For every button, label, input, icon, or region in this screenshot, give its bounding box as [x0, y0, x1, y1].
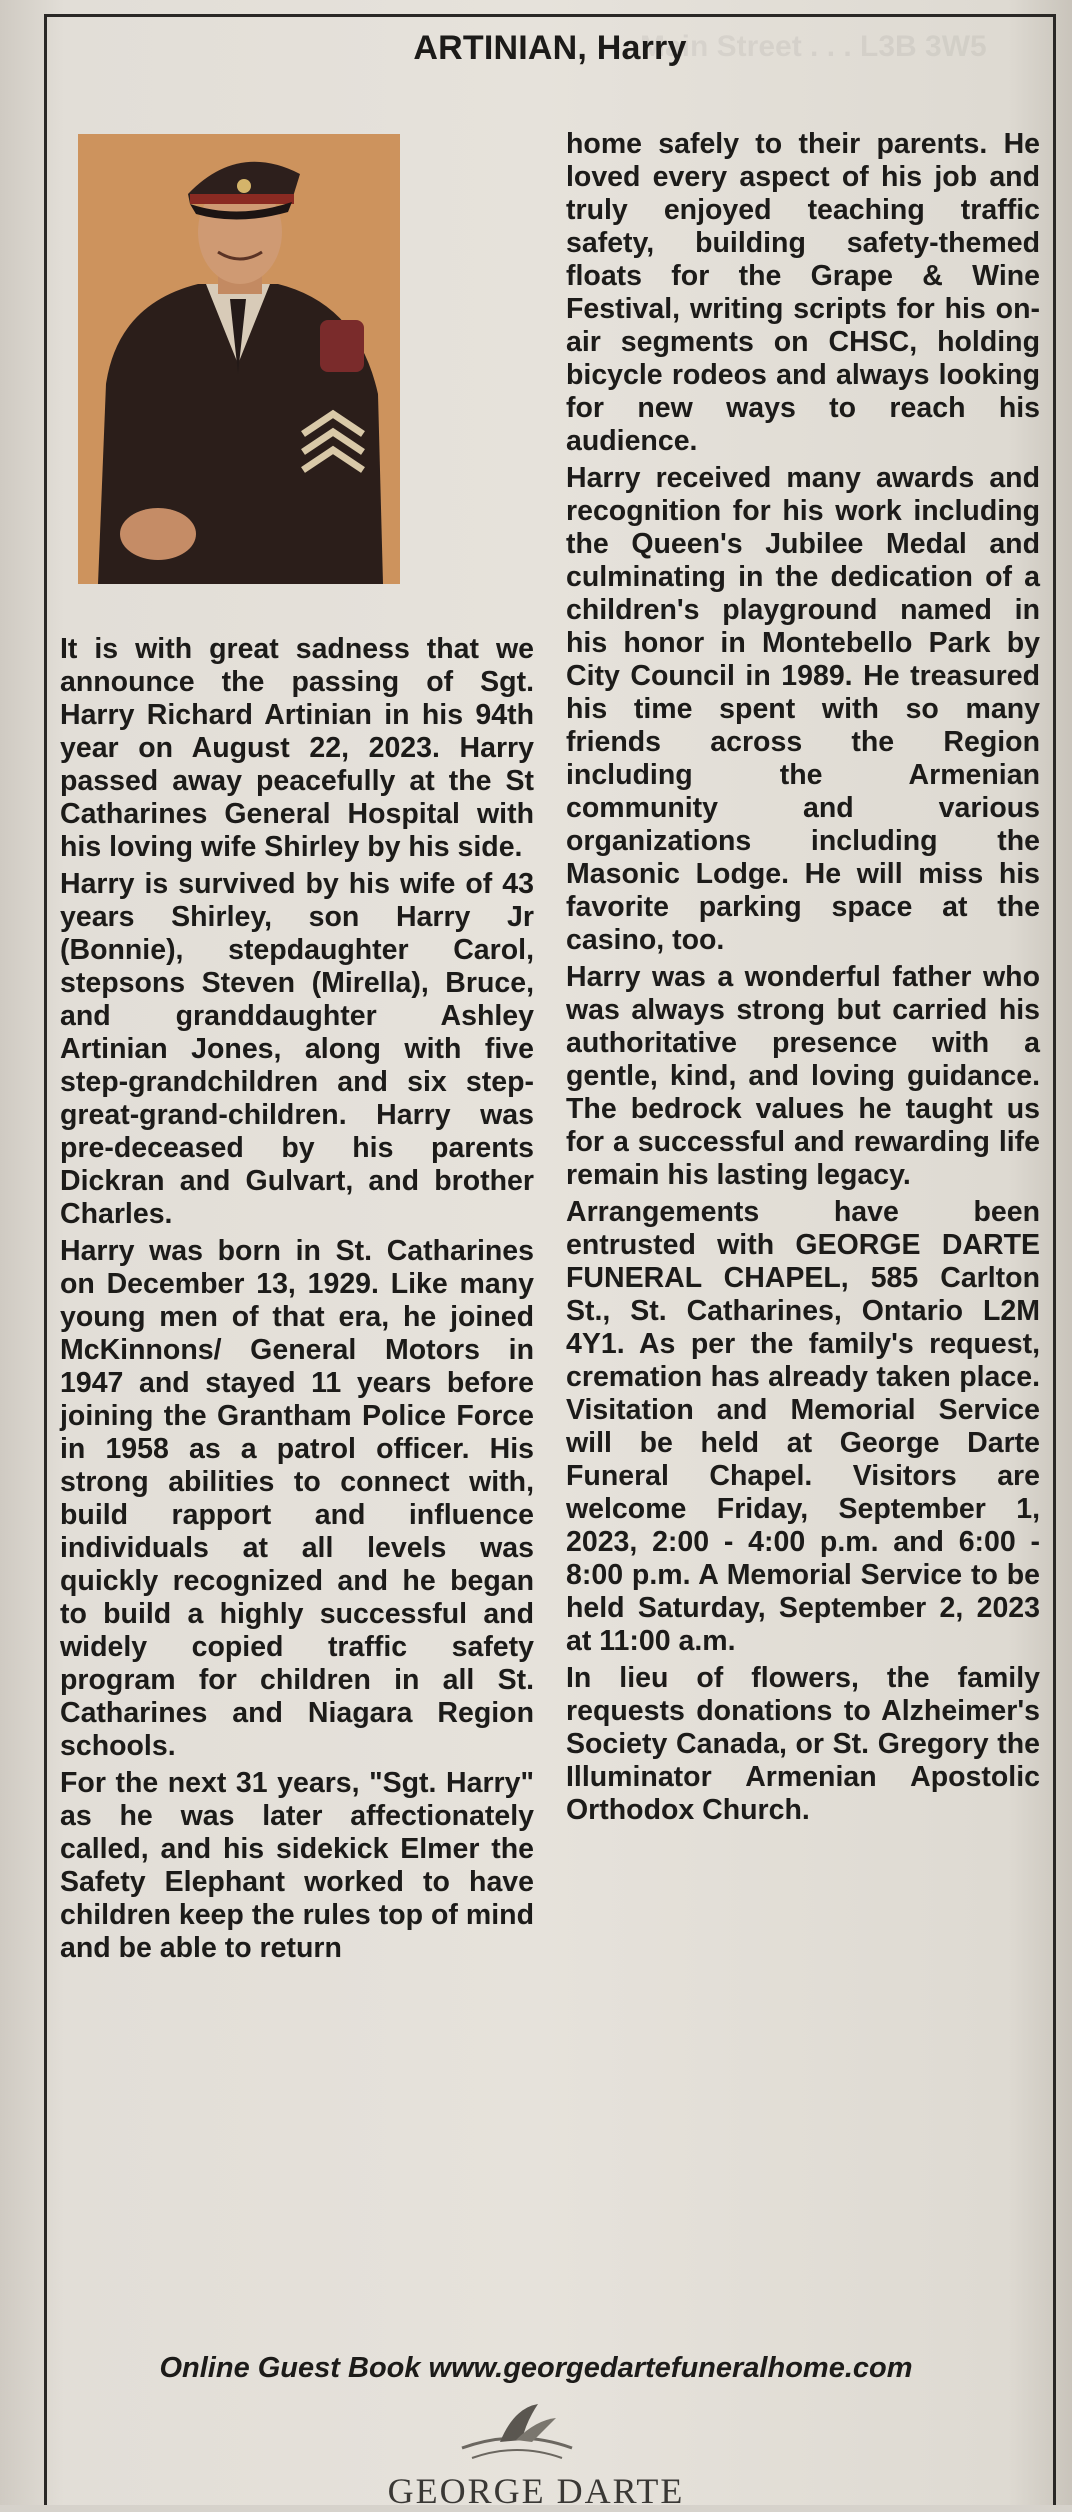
obituary-left-column [60, 633, 534, 1969]
portrait-photo-icon [78, 134, 400, 584]
obituary-title: ARTINIAN, Harry [413, 29, 687, 67]
obituary-paragraph: In lieu of flowers, the family requests donations to Alzheimer's Society Canada, or St. Gregory the Illuminator Armenian Apostolic Orthodox Church. [566, 1662, 1040, 1826]
portrait-photo [78, 134, 400, 584]
funeral-home-logo-icon [452, 2398, 582, 2468]
obituary-paragraph: It is with great sadness that we announce the passing of Sgt. Harry Richard Artinian in his 94th year on August 22, 2023. Harry passed away peacefully at the St Catharines General Hospital with his loving wife Shirley by his side. [60, 633, 534, 863]
obituary-paragraph: Harry was a wonderful father who was always strong but carried his authoritative presence with a gentle, kind, and loving guidance. The bedrock values he taught us for a successful and rewarding life remain his lasting legacy. [566, 961, 1040, 1191]
guest-book-link[interactable]: Online Guest Book www.georgedartefuneralhome.com [159, 2352, 913, 2384]
obituary-paragraph: home safely to their parents. He loved every aspect of his job and truly enjoyed teaching traffic safety, building safety-themed floats for the Grape & Wine Festival, writing scripts for his on-air segments on CHSC, holding bicycle rodeos and always looking for new ways to reach his audience. [566, 128, 1040, 457]
funeral-home-brand: GEORGE DARTE [387, 2471, 685, 2511]
obituary-paragraph: Arrangements have been entrusted with GEORGE DARTE FUNERAL CHAPEL, 585 Carlton St., St. Catharines, Ontario L2M 4Y1. As per the family's request, cremation has already taken place. Visitation and Memorial Service will be held at George Darte Funeral Chapel. Visitors are welcome Friday, September 1, 2023, 2:00 - 4:00 p.m. and 6:00 - 8:00 p.m. A Memorial Service to be held Saturday, September 2, 2023 at 11:00 a.m. [566, 1196, 1040, 1657]
obituary-right-column [566, 128, 1040, 1831]
obituary-paragraph: Harry was born in St. Catharines on December 13, 1929. Like many young men of that era, he joined McKinnons/ General Motors in 1947 and stayed 11 years before joining the Grantham Police Force in 1958 as a patrol officer. His strong abilities to connect with, build rapport and influence individuals at all levels was quickly recognized and he began to build a highly successful and widely copied traffic safety program for children in all St. Catharines and Niagara Region schools. [60, 1235, 534, 1762]
bleed-through-text: Main Street . . . L3B 3W5 [640, 30, 987, 63]
obituary-paragraph: For the next 31 years, "Sgt. Harry" as he was later affectionately called, and his sidekick Elmer the Safety Elephant worked to have children keep the rules top of mind and be able to return [60, 1767, 534, 1964]
obituary-paragraph: Harry received many awards and recognition for his work including the Queen's Jubilee Medal and culminating in the dedication of a children's playground named in his honor in Montebello Park by City Council in 1989. He treasured his time spent with so many friends across the Region including the Armenian community and various organizations including the Masonic Lodge. He will miss his favorite parking space at the casino, too. [566, 462, 1040, 956]
obituary-paragraph: Harry is survived by his wife of 43 years Shirley, son Harry Jr (Bonnie), stepdaughter Carol, stepsons Steven (Mirella), Bruce, and granddaughter Ashley Artinian Jones, along with five step-grandchildren and six step-great-grand-children. Harry was pre-deceased by his parents Dickran and Gulvart, and brother Charles. [60, 868, 534, 1230]
